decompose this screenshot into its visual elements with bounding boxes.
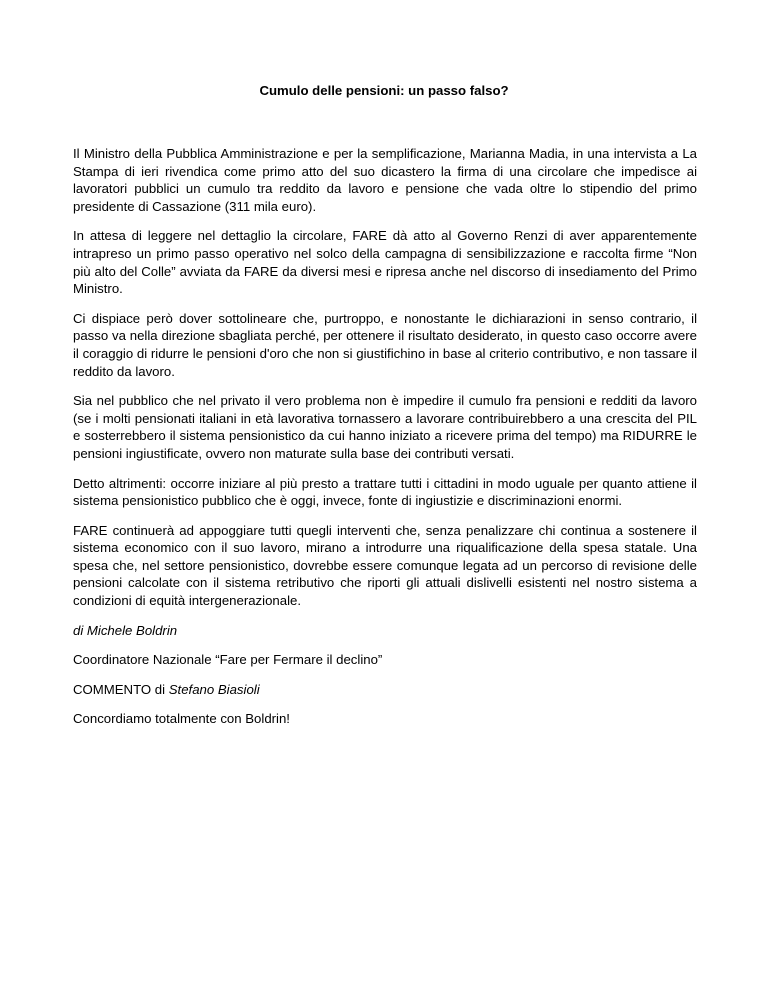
comment-text: Concordiamo totalmente con Boldrin! (73, 711, 290, 727)
paragraph-1: Il Ministro della Pubblica Amministrazione e per la semplificazione, Marianna Madia, in una intervista a La Stampa di ieri rivendica come primo atto del suo dicastero la firma di una circolare che impedisce ai lavoratori pubblici un cumulo tra reddito da lavoro e pensione che vada oltre lo stipendio del primo presidente di Cassazione (311 mila euro). (73, 146, 697, 214)
paragraph-3: Ci dispiace però dover sottolineare che, purtroppo, e nonostante le dichiarazioni in senso contrario, il passo va nella direzione sbagliata perché, per ottenere il risultato desiderato, in questo caso occorre avere il coraggio di ridurre le pensioni d'oro che non si giustifichino in base al criterio contributivo, e non tassare il reddito da lavoro. (73, 310, 697, 379)
comment-heading (73, 681, 697, 699)
byline: di Michele Boldrin (73, 622, 178, 638)
comment-label: COMMENTO di (73, 681, 166, 697)
document-body (73, 145, 697, 740)
paragraph-4: Sia nel pubblico che nel privato il vero problema non è impedire il cumulo fra pensioni e redditi da lavoro (se i molti pensionati italiani in età lavorativa tornassero a lavorare contribuirebbero a una crescita del PIL e sosterrebbero il sistema pensionistico da cui hanno iniziato a ricevere prima del tempo) ma RIDURRE le pensioni ingiustificate, ovvero non maturate sulla base dei contributi versati. (73, 393, 697, 461)
comment-author: Stefano Biasioli (168, 681, 260, 697)
document-title: Cumulo delle pensioni: un passo falso? (259, 83, 509, 98)
author-role: Coordinatore Nazionale “Fare per Fermare il declino” (73, 652, 383, 668)
paragraph-6: FARE continuerà ad appoggiare tutti quegli interventi che, senza penalizzare chi continua a sostenere il sistema economico con il suo lavoro, mirano a introdurre una riqualificazione della spesa statale. Una spesa che, nel settore pensionistico, dovrebbe essere comunque legata ad un percorso di revisione delle pensioni calcolate con il sistema retributivo che riporti gli attuali dislivelli esistenti nel nostro sistema a condizioni di equità intergenerazionale. (73, 522, 697, 609)
paragraph-5: Detto altrimenti: occorre iniziare al più presto a trattare tutti i cittadini in modo uguale per quanto attiene il sistema pensionistico pubblico che è oggi, invece, fonte di ingiustizie e discriminazioni enormi. (73, 475, 697, 509)
paragraph-2: In attesa di leggere nel dettaglio la circolare, FARE dà atto al Governo Renzi di aver apparentemente intrapreso un primo passo operativo nel solco della campagna di sensibilizzazione e raccolta firme “Non più alto del Colle” avviata da FARE da diversi mesi e ripresa anche nel discorso di insediamento del Primo Ministro. (73, 228, 697, 297)
